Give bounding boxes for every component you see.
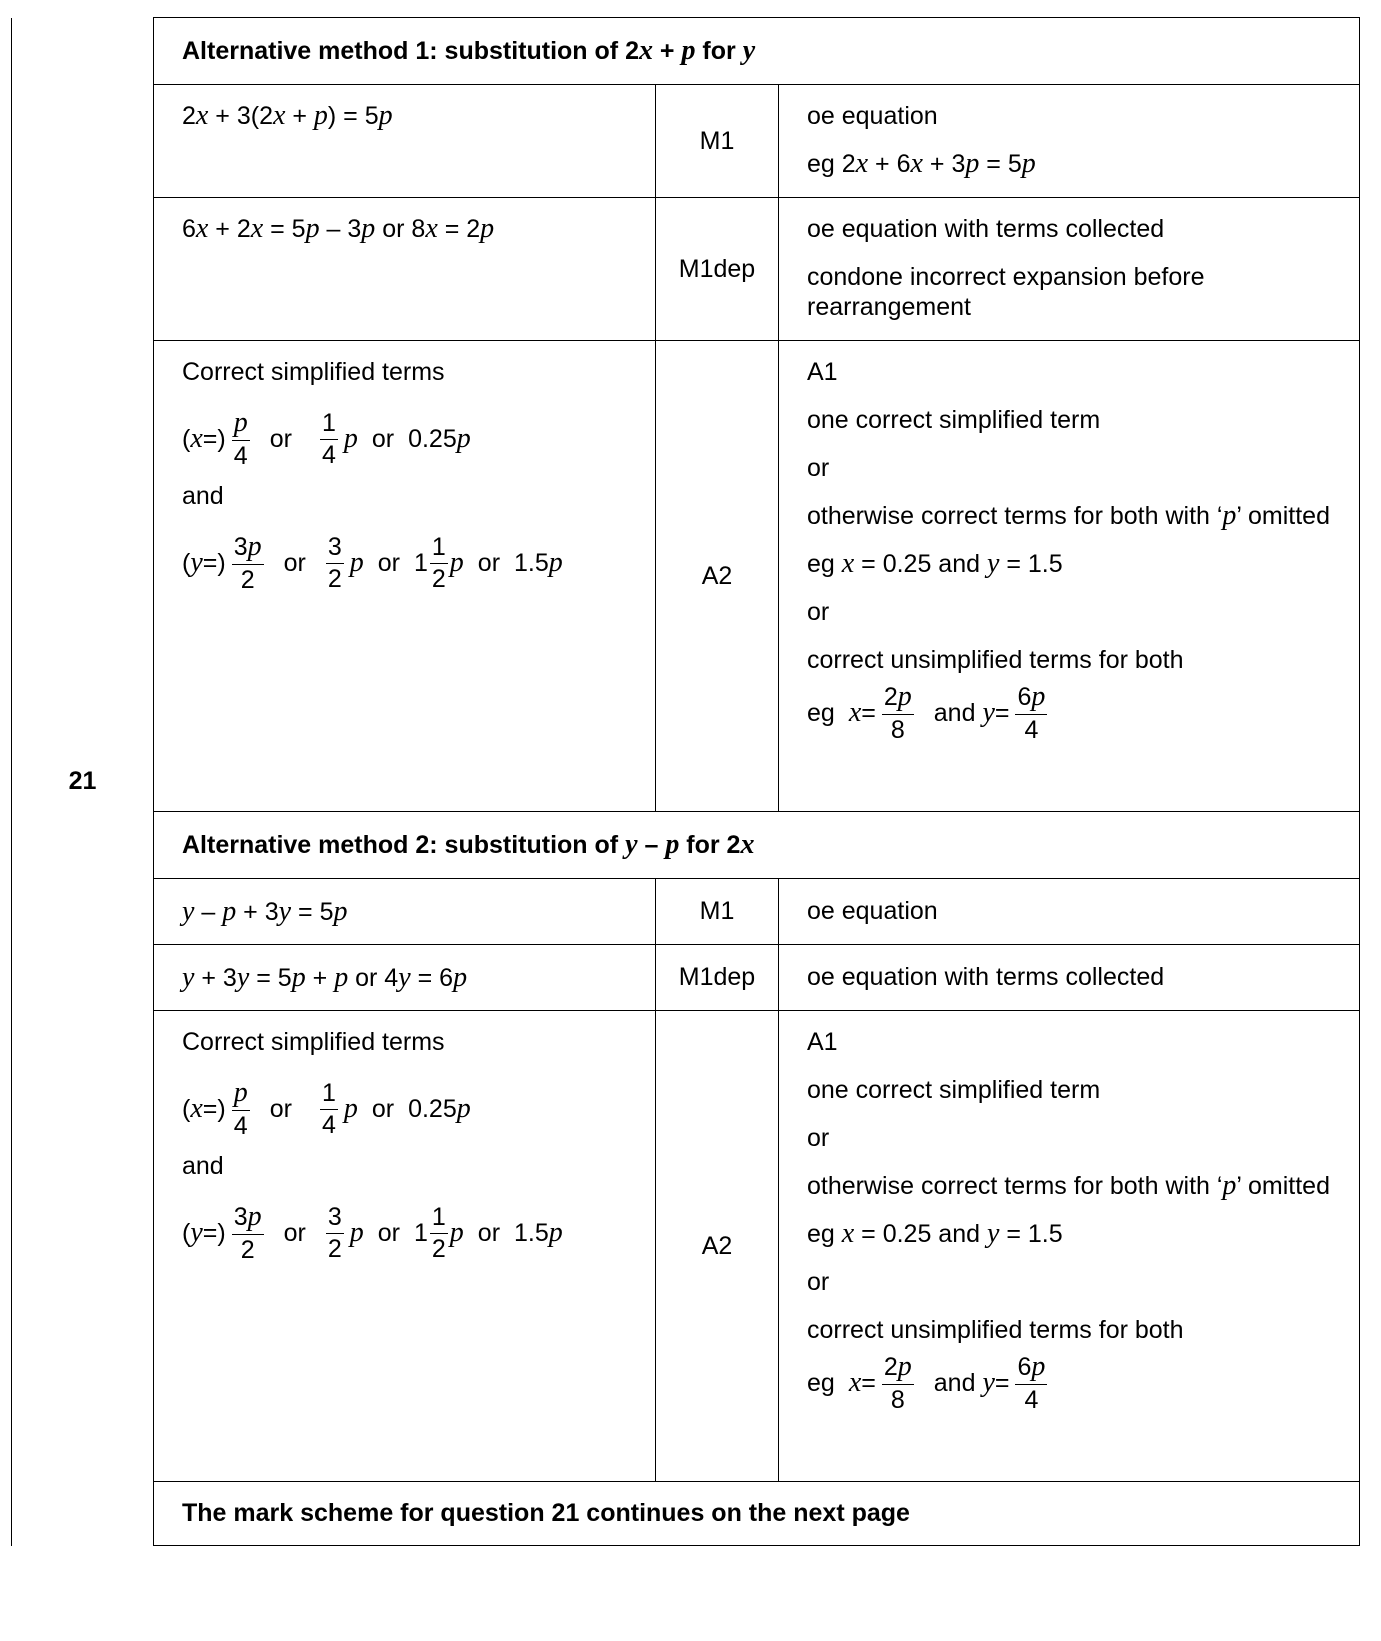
table-row — [12, 1011, 1360, 1482]
working-cell: y – p + 3y = 5p — [154, 879, 656, 945]
comments-cell: oe equation with terms collected — [779, 945, 1360, 1011]
mark-cell: M1dep — [656, 945, 779, 1011]
y-answer: ( y =) $\frac{3p}{2}$ or $\frac{3}{2}$ p or 1 $\frac{1}{2}$ p or 1.5 p — [182, 531, 563, 594]
working-cell: y + 3y = 5p + p or 4y = 6p — [154, 945, 656, 1011]
x-answer: ( x =) $\frac{p}{4}$ or $\frac{1}{4}$ p or 0.25 p — [182, 1077, 471, 1140]
unsimplified-example: eg x = $\frac{2p}{8}$ and y = $\frac{6p}{4}$ — [807, 1351, 1046, 1414]
x-answer: ( x =) $\frac{p}{4}$ or $\frac{1}{4}$ p or 0.25 p — [182, 407, 471, 470]
comments-cell: oe equation — [779, 879, 1360, 945]
mark-cell: M1 — [656, 879, 779, 945]
mark-cell: M1dep — [656, 198, 779, 341]
unsimplified-example: eg x = $\frac{2p}{8}$ and y = $\frac{6p}{4}$ — [807, 681, 1046, 744]
table-row — [12, 85, 1360, 198]
comments-cell: oe equation with terms collected condone incorrect expansion before rearrangement — [779, 198, 1360, 341]
comments-cell: oe equation eg 2x + 6x + 3p = 5p — [779, 85, 1360, 198]
y-answer: ( y =) $\frac{3p}{2}$ or $\frac{3}{2}$ p or 1 $\frac{1}{2}$ p or 1.5 p — [182, 1201, 563, 1264]
working-cell: 2x + 3(2x + p) = 5p — [154, 85, 656, 198]
mark-scheme-table — [11, 17, 1360, 1546]
method-2-heading: Alternative method 2: substitution of y – p for 2x — [154, 812, 1360, 879]
mark-cell: A2 — [656, 1011, 779, 1482]
table-row — [12, 341, 1360, 812]
table-row — [12, 198, 1360, 341]
table-row — [12, 879, 1360, 945]
mark-cell: A2 — [656, 341, 779, 812]
comments-cell: A1 one correct simplified term or otherwise correct terms for both with ‘p’ omitted eg x = 0.25 and y = 1.5 or correct unsimplified terms for both eg x = $\frac{2p}{8}$ and y = $\frac{6p}{4}$ — [779, 341, 1360, 812]
working-cell: Correct simplified terms ( x =) $\frac{p}{4}$ or $\frac{1}{4}$ p or 0.25 p and ( y =) $\frac{3p}{2}$ or $\frac{3}{2}$ p or 1 $\frac{1}{2}$ p or 1.5 p — [154, 1011, 656, 1482]
question-number: 21 — [12, 18, 154, 1546]
table-row — [12, 945, 1360, 1011]
comments-cell: A1 one correct simplified term or otherwise correct terms for both with ‘p’ omitted eg x = 0.25 and y = 1.5 or correct unsimplified terms for both eg x = $\frac{2p}{8}$ and y = $\frac{6p}{4}$ — [779, 1011, 1360, 1482]
working-cell: 6x + 2x = 5p – 3p or 8x = 2p — [154, 198, 656, 341]
working-cell: Correct simplified terms ( x =) $\frac{p}{4}$ or $\frac{1}{4}$ p or 0.25 p and ( y =) $\frac{3p}{2}$ or $\frac{3}{2}$ p or 1 $\frac{1}{2}$ p or 1.5 p — [154, 341, 656, 812]
continuation-note: The mark scheme for question 21 continues on the next page — [154, 1482, 1360, 1546]
method-1-heading: Alternative method 1: substitution of 2x + p for y — [154, 18, 1360, 85]
mark-cell: M1 — [656, 85, 779, 198]
